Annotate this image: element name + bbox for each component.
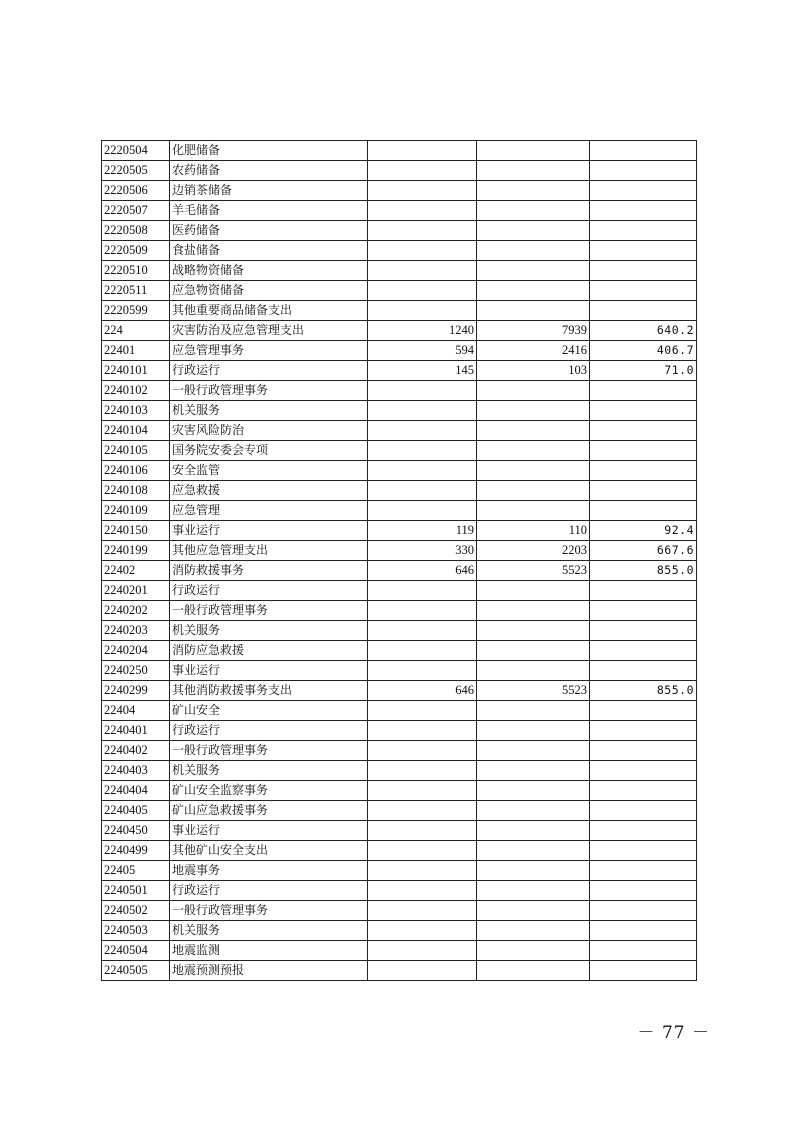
value-1-cell: [368, 141, 477, 161]
value-3-cell: [590, 281, 697, 301]
subject-name-cell: 灾害风险防治: [170, 421, 368, 441]
subject-name-cell: 应急管理事务: [170, 341, 368, 361]
subject-name-cell: 应急管理: [170, 501, 368, 521]
value-3-cell: [590, 461, 697, 481]
value-3-cell: [590, 941, 697, 961]
table-row: [102, 441, 697, 461]
value-2-cell: [477, 201, 590, 221]
value-3-cell: [590, 861, 697, 881]
value-2-cell: [477, 181, 590, 201]
subject-name-cell: 一般行政管理事务: [170, 601, 368, 621]
page-number: － 77 －: [637, 1023, 710, 1043]
value-1-cell: [368, 161, 477, 181]
table-row: [102, 761, 697, 781]
value-1-cell: [368, 881, 477, 901]
value-1-cell: 119: [368, 521, 477, 541]
subject-name-cell: 机关服务: [170, 921, 368, 941]
value-1-cell: [368, 301, 477, 321]
value-3-cell: [590, 841, 697, 861]
value-2-cell: [477, 641, 590, 661]
subject-code-cell: 2220509: [102, 241, 170, 261]
value-3-cell: [590, 201, 697, 221]
value-1-cell: [368, 621, 477, 641]
value-3-cell: 640.2: [590, 321, 697, 341]
subject-code-cell: 2240299: [102, 681, 170, 701]
value-3-cell: [590, 801, 697, 821]
value-1-cell: [368, 741, 477, 761]
subject-name-cell: 一般行政管理事务: [170, 741, 368, 761]
subject-code-cell: 2240204: [102, 641, 170, 661]
value-3-cell: [590, 261, 697, 281]
value-3-cell: [590, 601, 697, 621]
subject-code-cell: 2240106: [102, 461, 170, 481]
value-2-cell: [477, 261, 590, 281]
value-1-cell: 330: [368, 541, 477, 561]
value-2-cell: [477, 961, 590, 981]
value-2-cell: [477, 941, 590, 961]
table-row: [102, 481, 697, 501]
subject-code-cell: 2240203: [102, 621, 170, 641]
value-1-cell: [368, 461, 477, 481]
value-1-cell: [368, 581, 477, 601]
value-1-cell: [368, 201, 477, 221]
value-2-cell: 103: [477, 361, 590, 381]
subject-code-cell: 2240504: [102, 941, 170, 961]
value-1-cell: [368, 261, 477, 281]
value-1-cell: [368, 221, 477, 241]
subject-name-cell: 一般行政管理事务: [170, 381, 368, 401]
table-row: [102, 901, 697, 921]
value-2-cell: [477, 621, 590, 641]
subject-name-cell: 机关服务: [170, 761, 368, 781]
value-2-cell: [477, 701, 590, 721]
table-row: [102, 861, 697, 881]
table-row: [102, 921, 697, 941]
subject-name-cell: 行政运行: [170, 881, 368, 901]
subject-code-cell: 2240403: [102, 761, 170, 781]
subject-code-cell: 2240108: [102, 481, 170, 501]
subject-code-cell: 2240101: [102, 361, 170, 381]
table-row: [102, 581, 697, 601]
value-2-cell: [477, 921, 590, 941]
table-body: [102, 141, 697, 981]
table-row: [102, 181, 697, 201]
table-row: [102, 661, 697, 681]
table-row: [102, 141, 697, 161]
value-2-cell: [477, 581, 590, 601]
value-3-cell: [590, 641, 697, 661]
value-3-cell: [590, 881, 697, 901]
table-row: [102, 941, 697, 961]
value-1-cell: [368, 701, 477, 721]
table-row: [102, 401, 697, 421]
value-3-cell: 406.7: [590, 341, 697, 361]
value-3-cell: [590, 581, 697, 601]
value-1-cell: [368, 901, 477, 921]
value-2-cell: [477, 741, 590, 761]
table-row: [102, 961, 697, 981]
value-1-cell: [368, 961, 477, 981]
value-3-cell: [590, 761, 697, 781]
subject-code-cell: 2240202: [102, 601, 170, 621]
subject-code-cell: 2220504: [102, 141, 170, 161]
subject-name-cell: 消防救援事务: [170, 561, 368, 581]
value-3-cell: [590, 401, 697, 421]
table-row: [102, 241, 697, 261]
subject-code-cell: 2240501: [102, 881, 170, 901]
value-2-cell: [477, 881, 590, 901]
value-2-cell: [477, 761, 590, 781]
value-2-cell: 5523: [477, 681, 590, 701]
table-row: [102, 261, 697, 281]
subject-name-cell: 地震监测: [170, 941, 368, 961]
subject-code-cell: 22402: [102, 561, 170, 581]
subject-name-cell: 食盐储备: [170, 241, 368, 261]
value-2-cell: [477, 301, 590, 321]
table-row: [102, 741, 697, 761]
value-2-cell: [477, 381, 590, 401]
subject-code-cell: 2240150: [102, 521, 170, 541]
value-3-cell: [590, 621, 697, 641]
value-3-cell: [590, 441, 697, 461]
value-2-cell: [477, 801, 590, 821]
value-2-cell: [477, 501, 590, 521]
value-3-cell: [590, 241, 697, 261]
value-2-cell: 2203: [477, 541, 590, 561]
value-1-cell: [368, 381, 477, 401]
subject-name-cell: 消防应急救援: [170, 641, 368, 661]
subject-name-cell: 一般行政管理事务: [170, 901, 368, 921]
value-1-cell: [368, 421, 477, 441]
subject-code-cell: 2220506: [102, 181, 170, 201]
subject-code-cell: 22405: [102, 861, 170, 881]
value-1-cell: [368, 661, 477, 681]
subject-code-cell: 22401: [102, 341, 170, 361]
table-row: [102, 681, 697, 701]
subject-name-cell: 其他重要商品储备支出: [170, 301, 368, 321]
value-2-cell: [477, 281, 590, 301]
value-2-cell: 7939: [477, 321, 590, 341]
value-2-cell: [477, 721, 590, 741]
table-row: [102, 361, 697, 381]
subject-code-cell: 2240505: [102, 961, 170, 981]
value-3-cell: [590, 421, 697, 441]
table-row: [102, 881, 697, 901]
value-1-cell: [368, 861, 477, 881]
subject-code-cell: 2240104: [102, 421, 170, 441]
subject-code-cell: 2220507: [102, 201, 170, 221]
table-row: [102, 161, 697, 181]
table-row: [102, 821, 697, 841]
value-2-cell: [477, 421, 590, 441]
table-row: [102, 461, 697, 481]
value-1-cell: [368, 501, 477, 521]
table-row: [102, 301, 697, 321]
value-3-cell: 667.6: [590, 541, 697, 561]
subject-code-cell: 2240105: [102, 441, 170, 461]
value-1-cell: 145: [368, 361, 477, 381]
table-row: [102, 381, 697, 401]
value-1-cell: [368, 401, 477, 421]
value-3-cell: [590, 161, 697, 181]
subject-name-cell: 事业运行: [170, 521, 368, 541]
table-row: [102, 641, 697, 661]
value-1-cell: [368, 921, 477, 941]
value-1-cell: [368, 821, 477, 841]
value-1-cell: [368, 761, 477, 781]
value-1-cell: [368, 941, 477, 961]
value-3-cell: [590, 781, 697, 801]
value-2-cell: [477, 141, 590, 161]
subject-code-cell: 2220505: [102, 161, 170, 181]
subject-name-cell: 事业运行: [170, 661, 368, 681]
value-3-cell: [590, 501, 697, 521]
budget-table: [101, 140, 697, 981]
value-2-cell: [477, 901, 590, 921]
value-3-cell: [590, 721, 697, 741]
value-3-cell: [590, 481, 697, 501]
subject-code-cell: 2240199: [102, 541, 170, 561]
value-3-cell: [590, 921, 697, 941]
subject-code-cell: 2240503: [102, 921, 170, 941]
table-row: [102, 501, 697, 521]
value-2-cell: [477, 161, 590, 181]
value-1-cell: 646: [368, 561, 477, 581]
subject-code-cell: 2240450: [102, 821, 170, 841]
value-3-cell: 92.4: [590, 521, 697, 541]
subject-code-cell: 2240402: [102, 741, 170, 761]
subject-name-cell: 行政运行: [170, 581, 368, 601]
subject-name-cell: 机关服务: [170, 621, 368, 641]
value-3-cell: [590, 221, 697, 241]
value-1-cell: [368, 781, 477, 801]
subject-code-cell: 2220599: [102, 301, 170, 321]
value-1-cell: [368, 601, 477, 621]
subject-code-cell: 2240102: [102, 381, 170, 401]
value-3-cell: [590, 301, 697, 321]
value-3-cell: [590, 901, 697, 921]
subject-code-cell: 2240109: [102, 501, 170, 521]
table-row: [102, 521, 697, 541]
table-row: [102, 221, 697, 241]
subject-code-cell: 2220510: [102, 261, 170, 281]
value-1-cell: [368, 841, 477, 861]
value-3-cell: [590, 821, 697, 841]
value-2-cell: [477, 221, 590, 241]
subject-name-cell: 应急救援: [170, 481, 368, 501]
table-row: [102, 601, 697, 621]
subject-code-cell: 224: [102, 321, 170, 341]
value-2-cell: [477, 841, 590, 861]
table-row: [102, 721, 697, 741]
table-row: [102, 701, 697, 721]
subject-code-cell: 2240405: [102, 801, 170, 821]
value-2-cell: [477, 461, 590, 481]
table-row: [102, 561, 697, 581]
table-row: [102, 841, 697, 861]
value-2-cell: [477, 441, 590, 461]
subject-code-cell: 2240401: [102, 721, 170, 741]
value-1-cell: [368, 441, 477, 461]
value-2-cell: [477, 601, 590, 621]
value-1-cell: [368, 721, 477, 741]
value-1-cell: [368, 281, 477, 301]
value-3-cell: 855.0: [590, 681, 697, 701]
value-2-cell: [477, 861, 590, 881]
value-3-cell: [590, 701, 697, 721]
subject-name-cell: 行政运行: [170, 361, 368, 381]
table-row: [102, 781, 697, 801]
value-2-cell: [477, 401, 590, 421]
subject-code-cell: 2220508: [102, 221, 170, 241]
value-2-cell: [477, 821, 590, 841]
value-2-cell: [477, 481, 590, 501]
table-row: [102, 201, 697, 221]
table-row: [102, 421, 697, 441]
value-1-cell: [368, 641, 477, 661]
table-row: [102, 541, 697, 561]
subject-name-cell: 羊毛储备: [170, 201, 368, 221]
value-3-cell: [590, 741, 697, 761]
subject-code-cell: 2240103: [102, 401, 170, 421]
value-3-cell: [590, 961, 697, 981]
value-2-cell: [477, 241, 590, 261]
subject-code-cell: 2240404: [102, 781, 170, 801]
value-2-cell: 5523: [477, 561, 590, 581]
value-1-cell: [368, 481, 477, 501]
subject-name-cell: 安全监管: [170, 461, 368, 481]
subject-name-cell: 地震事务: [170, 861, 368, 881]
value-1-cell: [368, 801, 477, 821]
value-3-cell: [590, 181, 697, 201]
subject-name-cell: 应急物资储备: [170, 281, 368, 301]
value-2-cell: 110: [477, 521, 590, 541]
value-2-cell: [477, 661, 590, 681]
subject-code-cell: 2240499: [102, 841, 170, 861]
subject-name-cell: 灾害防治及应急管理支出: [170, 321, 368, 341]
value-3-cell: [590, 141, 697, 161]
table-row: [102, 341, 697, 361]
subject-name-cell: 其他矿山安全支出: [170, 841, 368, 861]
table-row: [102, 321, 697, 341]
value-1-cell: [368, 241, 477, 261]
value-2-cell: [477, 781, 590, 801]
subject-code-cell: 2240201: [102, 581, 170, 601]
value-1-cell: 594: [368, 341, 477, 361]
value-3-cell: [590, 381, 697, 401]
subject-name-cell: 机关服务: [170, 401, 368, 421]
subject-name-cell: 农药储备: [170, 161, 368, 181]
subject-name-cell: 矿山应急救援事务: [170, 801, 368, 821]
subject-name-cell: 战略物资储备: [170, 261, 368, 281]
subject-name-cell: 医药储备: [170, 221, 368, 241]
subject-name-cell: 事业运行: [170, 821, 368, 841]
subject-code-cell: 2240502: [102, 901, 170, 921]
table-row: [102, 801, 697, 821]
value-3-cell: [590, 661, 697, 681]
subject-name-cell: 边销茶储备: [170, 181, 368, 201]
subject-name-cell: 国务院安委会专项: [170, 441, 368, 461]
table-row: [102, 281, 697, 301]
subject-code-cell: 2240250: [102, 661, 170, 681]
value-1-cell: 1240: [368, 321, 477, 341]
value-2-cell: 2416: [477, 341, 590, 361]
subject-name-cell: 行政运行: [170, 721, 368, 741]
subject-name-cell: 矿山安全监察事务: [170, 781, 368, 801]
value-3-cell: 71.0: [590, 361, 697, 381]
value-3-cell: 855.0: [590, 561, 697, 581]
subject-name-cell: 其他消防救援事务支出: [170, 681, 368, 701]
table-row: [102, 621, 697, 641]
value-1-cell: [368, 181, 477, 201]
subject-code-cell: 22404: [102, 701, 170, 721]
subject-name-cell: 矿山安全: [170, 701, 368, 721]
value-1-cell: 646: [368, 681, 477, 701]
subject-name-cell: 地震预测预报: [170, 961, 368, 981]
subject-code-cell: 2220511: [102, 281, 170, 301]
subject-name-cell: 化肥储备: [170, 141, 368, 161]
subject-name-cell: 其他应急管理支出: [170, 541, 368, 561]
